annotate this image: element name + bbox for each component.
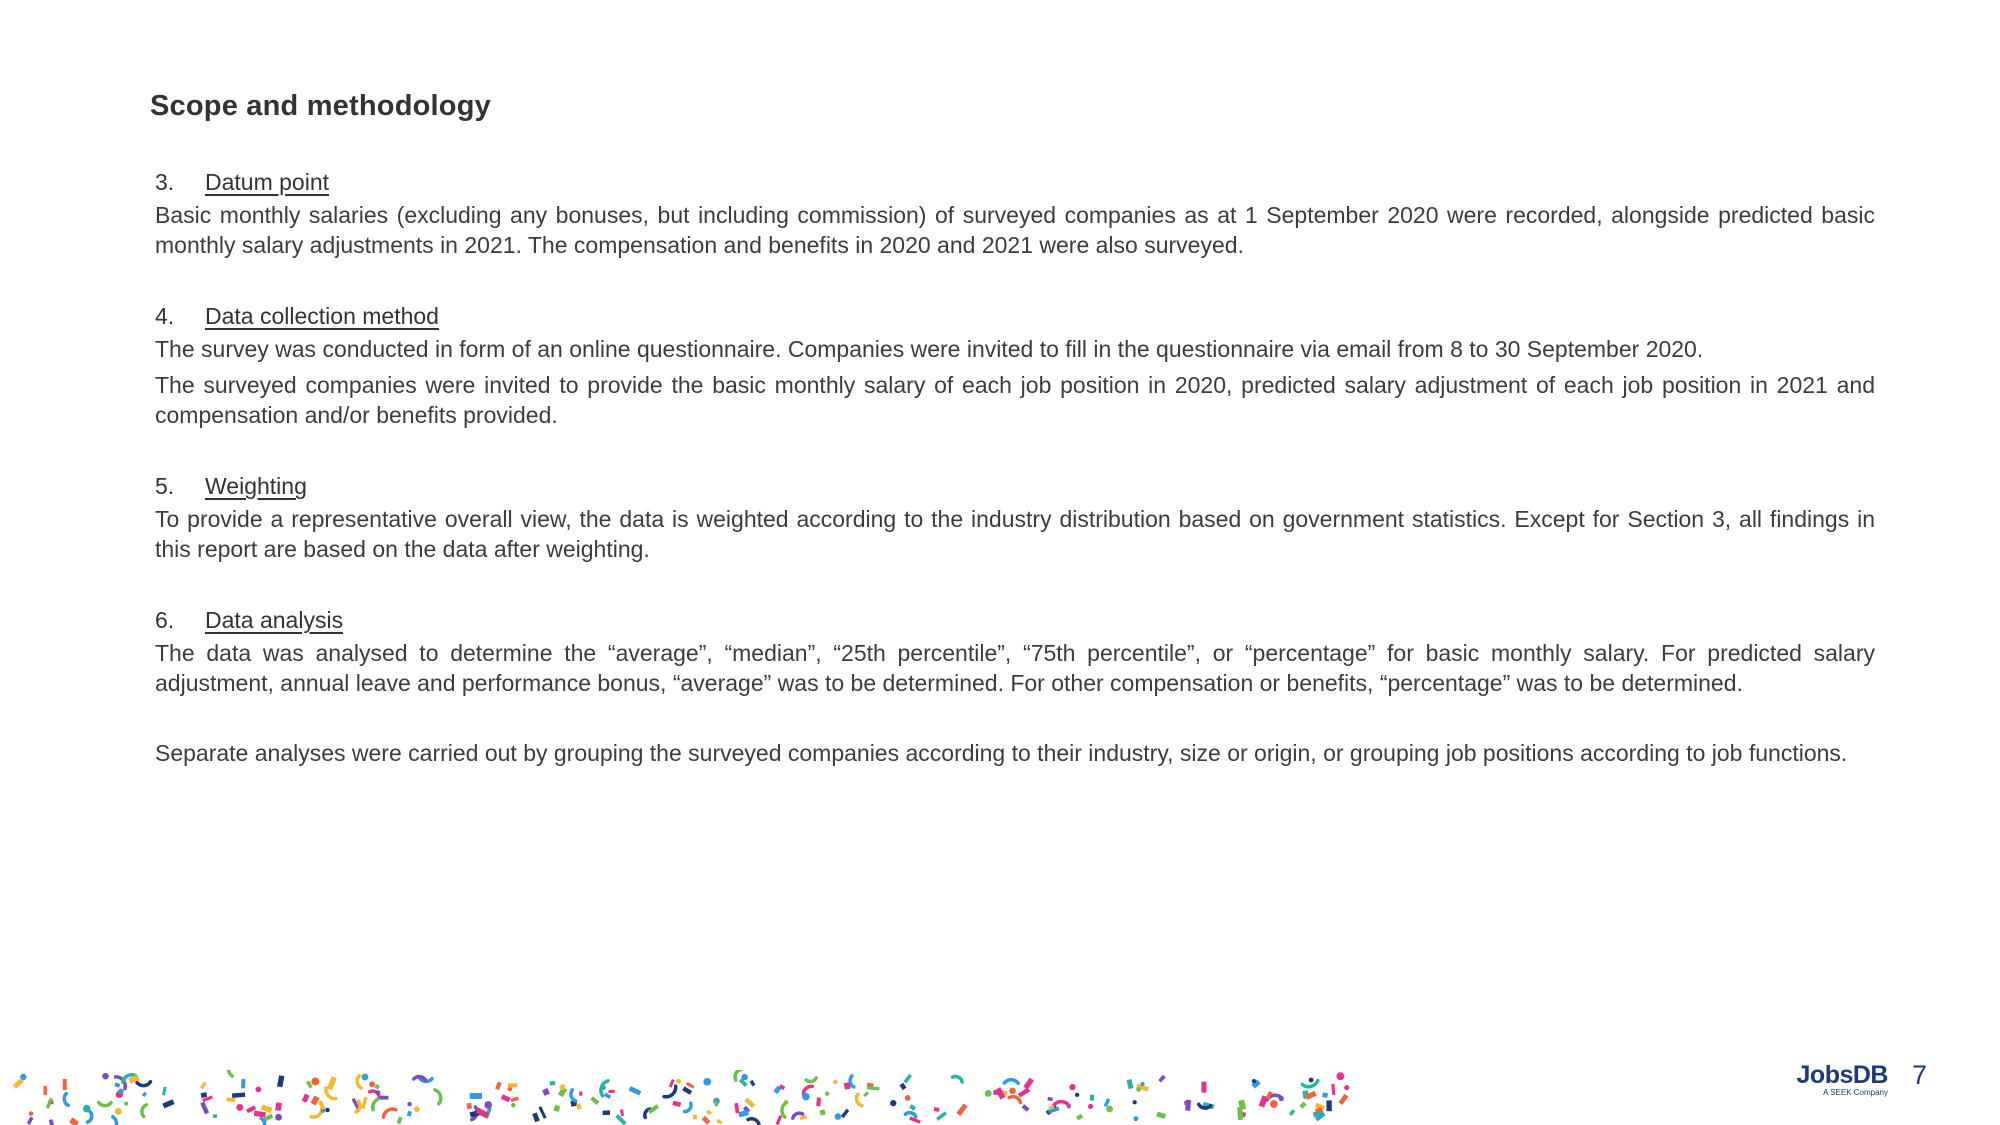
confetti-piece [1156, 1112, 1166, 1119]
section-heading [155, 604, 1875, 636]
confetti-piece [495, 1082, 502, 1090]
confetti-piece [1201, 1082, 1206, 1093]
section-heading [155, 300, 1875, 332]
confetti-piece [63, 1094, 68, 1106]
confetti-piece [579, 1091, 583, 1096]
confetti-piece [890, 1100, 896, 1106]
confetti-piece [1004, 1080, 1018, 1084]
confetti-piece [576, 1103, 582, 1110]
confetti-piece [800, 1115, 808, 1120]
confetti-piece [905, 1095, 911, 1101]
section-number: 3. [155, 169, 175, 195]
confetti-piece [1009, 1088, 1016, 1095]
confetti-piece [1136, 1087, 1141, 1092]
confetti-piece [369, 1081, 375, 1087]
confetti-piece [703, 1078, 711, 1086]
confetti-piece [102, 1073, 109, 1080]
confetti-piece [1322, 1092, 1328, 1098]
confetti-piece [806, 1078, 817, 1083]
confetti-piece [1158, 1075, 1166, 1083]
confetti-piece [162, 1087, 167, 1096]
confetti-piece [1331, 1084, 1335, 1095]
confetti-piece [397, 1116, 403, 1124]
confetti-piece [952, 1075, 963, 1082]
confetti-piece [1075, 1093, 1079, 1097]
confetti-piece [734, 1103, 739, 1113]
confetti-piece [532, 1112, 540, 1122]
confetti-piece [841, 1109, 849, 1118]
confetti-piece [241, 1079, 245, 1088]
confetti-piece [1326, 1100, 1331, 1111]
confetti-piece [1309, 1078, 1314, 1083]
confetti-piece [833, 1080, 837, 1084]
confetti-piece [816, 1097, 821, 1106]
confetti-piece [115, 1108, 122, 1115]
confetti-piece [1299, 1102, 1306, 1109]
confetti-piece [200, 1102, 209, 1115]
confetti-piece [43, 1086, 47, 1095]
section-paragraph: To provide a representative overall view, the data is weighted according to the industry distribution based on government statistics. Except for Section 3, all findings in this report are based on the data after weighting. [155, 506, 1875, 562]
page-number: 7 [1912, 1060, 1928, 1090]
confetti-piece [855, 1094, 862, 1106]
confetti-piece [1127, 1079, 1134, 1089]
confetti-piece [200, 1082, 207, 1090]
section-number: 6. [155, 607, 175, 633]
section-title: Data collection method [205, 303, 439, 329]
confetti-piece [1252, 1079, 1256, 1083]
confetti-piece [905, 1112, 916, 1117]
confetti-piece [124, 1102, 128, 1106]
confetti-piece [302, 1094, 310, 1103]
confetti-piece [985, 1090, 992, 1097]
confetti-piece [254, 1111, 266, 1118]
confetti-piece [63, 1079, 67, 1090]
confetti-piece [1344, 1085, 1349, 1090]
confetti-piece [113, 1116, 117, 1125]
confetti-piece [435, 1089, 442, 1104]
section-heading [155, 166, 1875, 198]
confetti-piece [1076, 1114, 1083, 1121]
confetti-piece [374, 1084, 380, 1089]
confetti-piece [1133, 1100, 1137, 1104]
confetti-piece [476, 1107, 489, 1118]
confetti-piece [604, 1093, 611, 1099]
logo-name: JobsDB [1796, 1061, 1888, 1089]
confetti-piece [776, 1115, 783, 1125]
confetti-piece [825, 1091, 830, 1096]
confetti-piece [672, 1101, 681, 1107]
confetti-piece [1140, 1082, 1144, 1086]
confetti-piece [69, 1117, 79, 1125]
confetti-piece [255, 1086, 261, 1092]
confetti-piece [716, 1119, 722, 1125]
section-paragraph: The survey was conducted in form of an online questionnaire. Companies were invited to fill in the questionnaire via email from 8 to 30 September 2020. [155, 336, 1704, 362]
methodology-content [155, 166, 1875, 774]
confetti-piece [702, 1116, 711, 1125]
confetti-piece [844, 1082, 851, 1089]
confetti-piece [501, 1094, 511, 1102]
confetti-piece [867, 1086, 880, 1090]
confetti-piece [511, 1103, 516, 1108]
confetti-piece [275, 1114, 282, 1121]
confetti-piece [414, 1106, 420, 1112]
confetti-piece [570, 1090, 576, 1102]
closing-paragraph: Separate analyses were carried out by grouping the surveyed companies according to their industry, size or origin, or grouping job positions according to job functions. [155, 740, 1848, 766]
confetti-decoration [0, 1070, 1380, 1125]
jobsdb-logo [1786, 1062, 1888, 1098]
section-number: 4. [155, 303, 175, 329]
section-heading [155, 470, 1875, 502]
confetti-piece [802, 1093, 810, 1101]
confetti-piece [1018, 1088, 1030, 1098]
confetti-piece [361, 1097, 367, 1109]
confetti-piece [407, 1111, 412, 1117]
section-number: 5. [155, 473, 175, 499]
confetti-piece [693, 1115, 697, 1120]
confetti-piece [311, 1096, 320, 1106]
confetti-piece [748, 1117, 760, 1125]
section-paragraph: The surveyed companies were invited to provide the basic monthly salary of each job position in 2020, predicted salary adjustment of each job position in 2021 and compensation and/or benefits provided. [155, 372, 1875, 428]
confetti-piece [114, 1082, 120, 1087]
section-title: Weighting [205, 473, 307, 499]
confetti-piece [137, 1082, 151, 1086]
confetti-piece [228, 1070, 232, 1076]
confetti-piece [936, 1111, 947, 1120]
confetti-piece [213, 1114, 217, 1118]
confetti-piece [603, 1110, 610, 1115]
confetti-piece [781, 1102, 786, 1117]
confetti-piece [201, 1092, 208, 1098]
confetti-piece [275, 1102, 282, 1111]
confetti-piece [1022, 1104, 1030, 1112]
confetti-piece [1047, 1097, 1052, 1101]
confetti-piece [1069, 1084, 1075, 1090]
confetti-piece [590, 1096, 599, 1105]
confetti-piece [162, 1099, 174, 1108]
confetti-piece [226, 1097, 235, 1102]
confetti-piece [685, 1103, 693, 1113]
confetti-piece [750, 1080, 756, 1086]
section-weighting [155, 470, 1875, 564]
confetti-piece [620, 1109, 624, 1116]
confetti-piece [628, 1086, 641, 1095]
confetti-piece [1133, 1116, 1138, 1121]
confetti-piece [321, 1109, 325, 1113]
confetti-piece [508, 1083, 517, 1087]
confetti-piece [1270, 1100, 1278, 1108]
confetti-piece [327, 1076, 337, 1090]
section-data-collection-method [155, 300, 1875, 430]
confetti-piece [956, 1104, 967, 1117]
confetti-piece [835, 1113, 842, 1120]
confetti-piece [682, 1086, 692, 1095]
section-datum-point [155, 166, 1875, 260]
section-title: Datum point [205, 169, 330, 195]
confetti-piece [863, 1091, 869, 1097]
confetti-piece [1023, 1078, 1034, 1090]
confetti-piece [706, 1110, 712, 1116]
section-data-analysis [155, 604, 1875, 698]
confetti-piece [29, 1111, 34, 1116]
confetti-piece [549, 1081, 555, 1086]
confetti-piece [277, 1075, 284, 1087]
confetti-piece [49, 1119, 54, 1125]
confetti-piece [99, 1103, 111, 1106]
confetti-piece [554, 1105, 561, 1112]
confetti-piece [362, 1074, 369, 1081]
confetti-piece [676, 1078, 682, 1084]
logo-tagline: A SEEK Company [1823, 1088, 1888, 1097]
section-paragraph: Basic monthly salaries (excluding any bonuses, but including commission) of surveyed companies as at 1 September 2020 were recorded, alongside predicted basic monthly salary adjustments in 2021. The compensation and benefits in 2020 and 2021 were also surveyed. [155, 202, 1875, 258]
confetti-piece [1338, 1094, 1348, 1105]
confetti-piece [819, 1109, 825, 1115]
confetti-piece [934, 1107, 940, 1112]
confetti-piece [484, 1101, 492, 1109]
confetti-piece [87, 1112, 92, 1123]
confetti-piece [466, 1103, 472, 1109]
confetti-piece [538, 1106, 546, 1119]
confetti-piece [1185, 1100, 1191, 1111]
confetti-piece [27, 1117, 34, 1125]
confetti-piece [311, 1078, 319, 1086]
confetti-piece [323, 1088, 335, 1101]
confetti-piece [508, 1087, 513, 1092]
confetti-piece [510, 1097, 518, 1103]
confetti-piece [1289, 1109, 1295, 1116]
confetti-piece [1106, 1106, 1113, 1113]
confetti-piece [733, 1070, 741, 1080]
confetti-piece [118, 1089, 123, 1094]
confetti-piece [909, 1104, 916, 1111]
confetti-piece [608, 1090, 614, 1093]
confetti-piece [142, 1092, 147, 1097]
confetti-piece [141, 1104, 147, 1116]
confetti-piece [542, 1088, 550, 1096]
section-title: Data analysis [205, 607, 344, 633]
confetti-piece [903, 1074, 911, 1083]
confetti-piece [1088, 1104, 1093, 1109]
confetti-piece [380, 1096, 388, 1100]
confetti-piece [232, 1093, 245, 1098]
confetti-piece [664, 1086, 678, 1099]
confetti-piece [236, 1104, 243, 1111]
confetti-piece [325, 1108, 329, 1112]
confetti-piece [738, 1110, 749, 1118]
page-title: Scope and methodology [150, 90, 491, 122]
confetti-piece [407, 1102, 411, 1106]
confetti-piece [1090, 1094, 1095, 1100]
confetti-piece [356, 1076, 361, 1089]
confetti-piece [382, 1107, 396, 1117]
confetti-piece [899, 1083, 906, 1090]
confetti-piece [1336, 1072, 1344, 1080]
confetti-piece [643, 1108, 650, 1118]
confetti-piece [686, 1082, 695, 1089]
confetti-piece [1279, 1096, 1284, 1101]
confetti-piece [376, 1090, 381, 1095]
confetti-piece [470, 1093, 482, 1099]
confetti-piece [741, 1074, 747, 1080]
section-paragraph: The data was analysed to determine the “average”, “median”, “25th percentile”, “75th percentile”, or “percentage” for basic monthly salary. For predicted salary adjustment, annual leave and performance bonus, “average” was to be determined. For other compensation or benefits, “percentage” was to be determined. [155, 640, 1875, 696]
confetti-piece [669, 1079, 675, 1088]
confetti-piece [1054, 1101, 1069, 1105]
